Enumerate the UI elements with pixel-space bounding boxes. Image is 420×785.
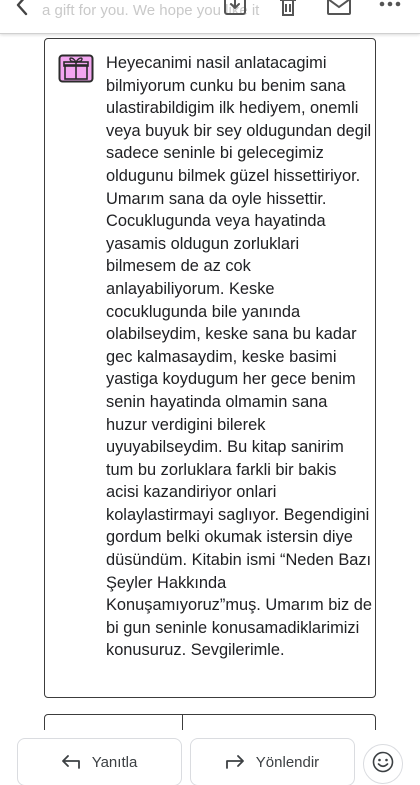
save-to-device-icon[interactable]	[222, 0, 248, 23]
delete-icon[interactable]	[276, 0, 300, 23]
mark-unread-icon[interactable]	[326, 0, 352, 23]
message-card	[44, 38, 376, 698]
gift-icon	[58, 53, 94, 88]
reply-label: Yanıtla	[91, 753, 138, 771]
emoji-reaction-button[interactable]	[363, 744, 403, 784]
top-app-bar	[0, 0, 420, 34]
back-arrow-icon[interactable]	[10, 0, 36, 23]
forward-label: Yönlendir	[255, 753, 320, 771]
forward-button[interactable]	[190, 738, 355, 785]
faded-subject-text: a gift for you. We hope you like it	[42, 2, 260, 19]
bottom-action-bar	[0, 730, 420, 785]
more-options-icon[interactable]	[377, 0, 403, 23]
reply-button[interactable]	[17, 738, 182, 785]
emoji-reaction-icon	[372, 751, 394, 778]
message-body: Heyecanimi nasil anlatacagimi bilmiyorum cunku bu benim sana ulastirabildigim ilk hediyem, onemli veya buyuk bir sey oldugundan degil sadece seninle bi gelecegimiz oldugunu bilmek güzel hissettiriyor. Umarım sana da oyle hissettir. Cocuklugunda veya hayatinda yasamis oldugun zorluklari bilmesem de az cok anlayabiliyorum. Keske cocuklugunda bile yanında olabilseydim, keske sana bu kadar gec kalmasaydim, keske basimi yastiga koydugum her gece benim senin hayatinda olmamin sana huzur verdigini bilerek uyuyabilseydim. Bu kitap sanirim tum bu zorluklara farkli bir bakis acisi kazandiriyor onlari kolaylastirmayi saglıyor. Begendigini gordum belki okumak istersin diye düsündüm. Kitabin ismi “Neden Bazı Şeyler Hakkında Konuşamıyoruz”muş. Umarım biz de bi gun seninle konusamadiklarimizi konusuruz. Sevgilerimle.	[106, 54, 372, 660]
forward-arrow-icon	[226, 755, 244, 769]
reply-arrow-icon	[62, 755, 80, 769]
